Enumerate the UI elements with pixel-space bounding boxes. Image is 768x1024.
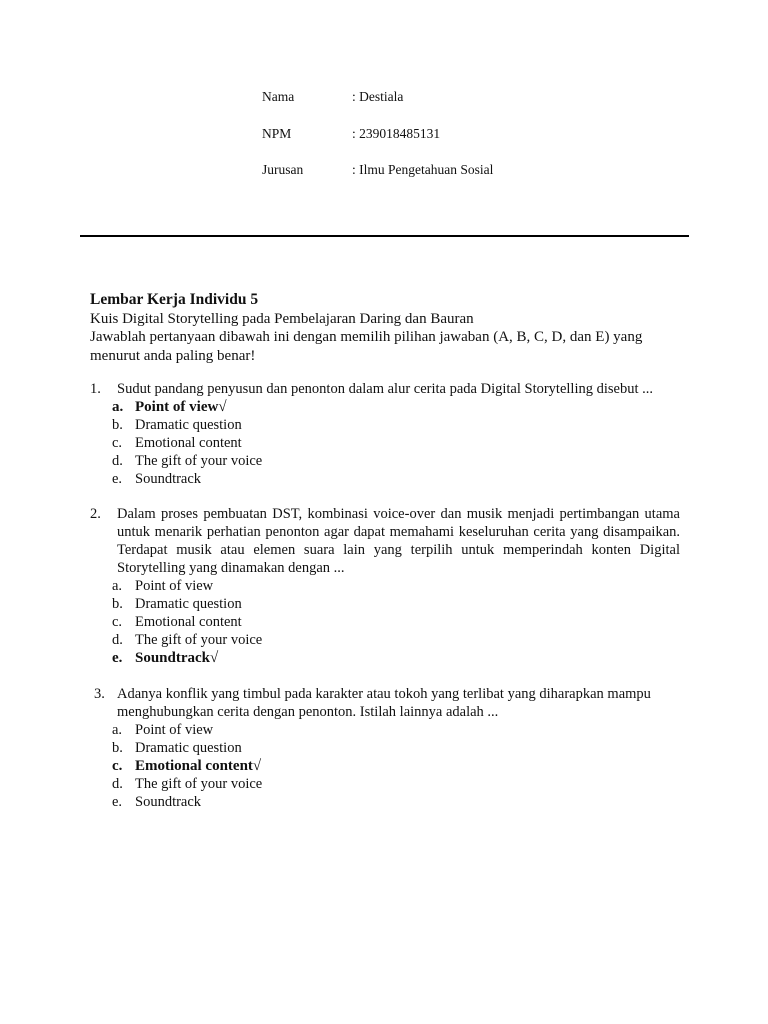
option-text: Dramatic question <box>135 740 242 756</box>
answer-option <box>112 577 680 595</box>
worksheet-heading <box>90 291 680 365</box>
option-letter: e. <box>112 471 123 487</box>
option-text: The gift of your voice <box>135 776 263 792</box>
option-letter: a. <box>112 722 123 738</box>
option-text: Dramatic question <box>135 596 242 612</box>
identity-row-nama <box>262 89 692 126</box>
answer-options <box>90 721 680 811</box>
option-letter: b. <box>112 740 123 756</box>
option-letter: d. <box>112 453 123 469</box>
option-text: Point of view√ <box>135 399 227 415</box>
answer-option <box>112 613 680 631</box>
answer-option <box>112 470 680 488</box>
option-letter: b. <box>112 596 123 612</box>
question-2 <box>90 505 680 667</box>
option-text: Emotional content <box>135 614 242 630</box>
option-text: Point of view <box>135 578 214 594</box>
question-number: 2. <box>90 506 101 522</box>
answer-option <box>112 416 680 434</box>
answer-option-correct <box>112 757 680 775</box>
answer-option <box>112 739 680 757</box>
option-letter: a. <box>112 578 123 594</box>
answer-option-correct <box>112 398 680 416</box>
identity-row-jurusan <box>262 162 692 199</box>
question-number: 1. <box>90 381 101 397</box>
option-text: Soundtrack <box>135 471 202 487</box>
identity-value: : Destiala <box>352 89 404 104</box>
worksheet-instruction: Jawablah pertanyaan dibawah ini dengan memilih pilihan jawaban (A, B, C, D, dan E) yang menurut anda paling benar! <box>90 329 643 364</box>
answer-option <box>112 775 680 793</box>
option-letter: e. <box>112 650 123 666</box>
option-letter: c. <box>112 435 123 451</box>
answer-options <box>90 577 680 667</box>
question-3 <box>90 685 680 811</box>
option-letter: a. <box>112 399 124 415</box>
question-text: Adanya konflik yang timbul pada karakter atau tokoh yang terlibat yang diharapkan mampu menghubungkan cerita dengan penonton. Istilah lainnya adalah ... <box>117 686 651 720</box>
answer-option-correct <box>112 649 680 667</box>
option-text: Soundtrack <box>135 794 202 810</box>
option-letter: d. <box>112 632 123 648</box>
answer-option <box>112 595 680 613</box>
horizontal-divider <box>80 235 689 237</box>
identity-value: : 239018485131 <box>352 125 441 141</box>
worksheet-subtitle: Kuis Digital Storytelling pada Pembelajaran Daring dan Bauran <box>90 310 474 327</box>
answer-options <box>90 398 680 488</box>
identity-label: NPM <box>262 125 292 141</box>
question-number: 3. <box>94 686 105 702</box>
answer-option <box>112 793 680 811</box>
answer-option <box>112 721 680 739</box>
identity-label: Jurusan <box>262 162 304 177</box>
option-text: Point of view <box>135 722 214 738</box>
option-text: The gift of your voice <box>135 453 263 469</box>
option-letter: e. <box>112 794 123 810</box>
option-letter: c. <box>112 758 123 774</box>
option-text: Dramatic question <box>135 417 242 433</box>
option-letter: b. <box>112 417 123 433</box>
question-1 <box>90 380 680 488</box>
option-letter: c. <box>112 614 123 630</box>
question-text: Sudut pandang penyusun dan penonton dalam alur cerita pada Digital Storytelling disebut ... <box>117 381 653 397</box>
option-text: Emotional content√ <box>135 758 262 774</box>
answer-option <box>112 434 680 452</box>
option-letter: d. <box>112 776 123 792</box>
option-text: Emotional content <box>135 435 242 451</box>
question-text: Dalam proses pembuatan DST, kombinasi voice-over dan musik menjadi pertimbangan utama untuk menarik perhatian penonton agar dapat memahami keseluruhan cerita yang disampaikan. Terdapat musik atau elemen suara lain yang terpilih untuk memperindah konten Digital Storytelling yang dinamakan dengan ... <box>117 506 680 576</box>
identity-block <box>262 89 692 199</box>
worksheet-title: Lembar Kerja Individu 5 <box>90 291 259 308</box>
answer-option <box>112 631 680 649</box>
option-text: The gift of your voice <box>135 632 263 648</box>
identity-label: Nama <box>262 89 295 104</box>
identity-value: : Ilmu Pengetahuan Sosial <box>352 162 494 177</box>
answer-option <box>112 452 680 470</box>
identity-row-npm <box>262 126 692 163</box>
option-text: Soundtrack√ <box>135 650 219 666</box>
